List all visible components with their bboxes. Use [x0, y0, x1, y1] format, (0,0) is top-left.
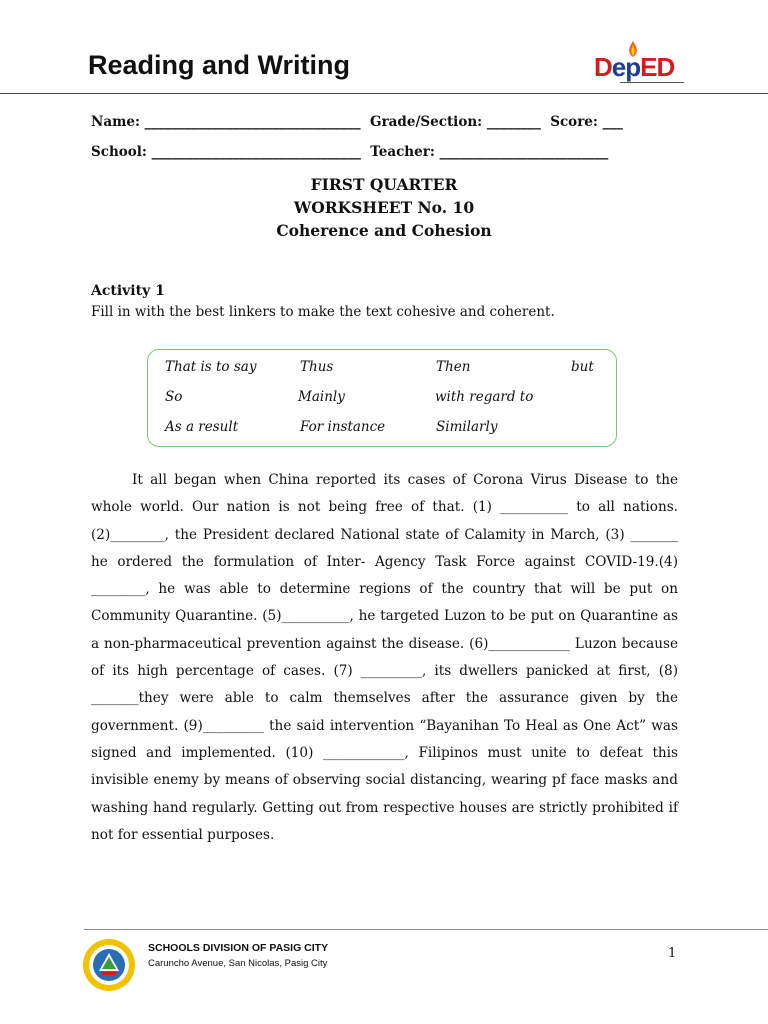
linker-word: For instance — [300, 419, 386, 435]
linker-word: That is to say — [165, 359, 257, 375]
activity-label: Activity 1 — [91, 283, 165, 299]
page-title: Reading and Writing — [88, 50, 350, 80]
logo-wordmark: DepED — [594, 52, 675, 82]
linker-word: So — [165, 389, 183, 405]
logo-subtext — [620, 82, 684, 87]
activity-instruction: Fill in with the best linkers to make the text cohesive and coherent. — [91, 304, 555, 320]
linker-word: but — [571, 359, 594, 375]
header-divider — [0, 93, 768, 94]
quarter-heading: FIRST QUARTER — [310, 175, 458, 194]
linker-word: Then — [436, 359, 471, 375]
footer-divider — [84, 929, 768, 930]
student-info-row: Name: ________________________________ Grade/Section: ________ Score: ___ — [91, 114, 623, 130]
linker-word: Mainly — [298, 389, 345, 405]
footer-address: Caruncho Avenue, San Nicolas, Pasig City — [148, 958, 328, 969]
linker-word: Similarly — [436, 419, 498, 435]
worksheet-heading: WORKSHEET No. 10 — [293, 198, 475, 217]
passage-body: It all began when China reported its cases of Corona Virus Disease to the whole world. Our nation is not being free of that. (1) __________ to all nations. (2)________, the President declared National state of Calamity in March, (3) _______ he ordered the formulation of Inter- Agency Task Force against COVID-19.(4) ________, he was able to determine regions of the country that will be put on Community Quarantine. (5)__________, he targeted Luzon to be put on Quarantine as a non-pharmaceutical prevention against the disease. (6)____________ Luzon because of its high percentage of cases. (7) _________, its dwellers panicked at first, (8) _______they were able to calm themselves after the assurance given by the government. (9)_________ the said intervention “Bayanihan To Heal as One Act” was signed and implemented. (10) ____________, Filipinos must unite to defeat this invisible enemy by means of observing social distancing, wearing pf face masks and washing hand regularly. Getting out from respective houses are strictly prohibited if not for essential purposes. — [91, 472, 678, 843]
page-number: 1 — [668, 946, 677, 961]
linker-word: Thus — [300, 359, 334, 375]
deped-logo — [594, 40, 684, 90]
linker-word: As a result — [165, 419, 239, 435]
passage-text — [91, 467, 678, 849]
linker-word-box — [147, 349, 617, 447]
school-info-row: School: _______________________________ Teacher: _________________________ — [91, 144, 609, 160]
division-seal-icon — [82, 938, 136, 992]
linker-word: with regard to — [435, 389, 534, 405]
footer-organization: SCHOOLS DIVISION OF PASIG CITY — [148, 942, 329, 954]
topic-heading: Coherence and Cohesion — [276, 221, 492, 240]
